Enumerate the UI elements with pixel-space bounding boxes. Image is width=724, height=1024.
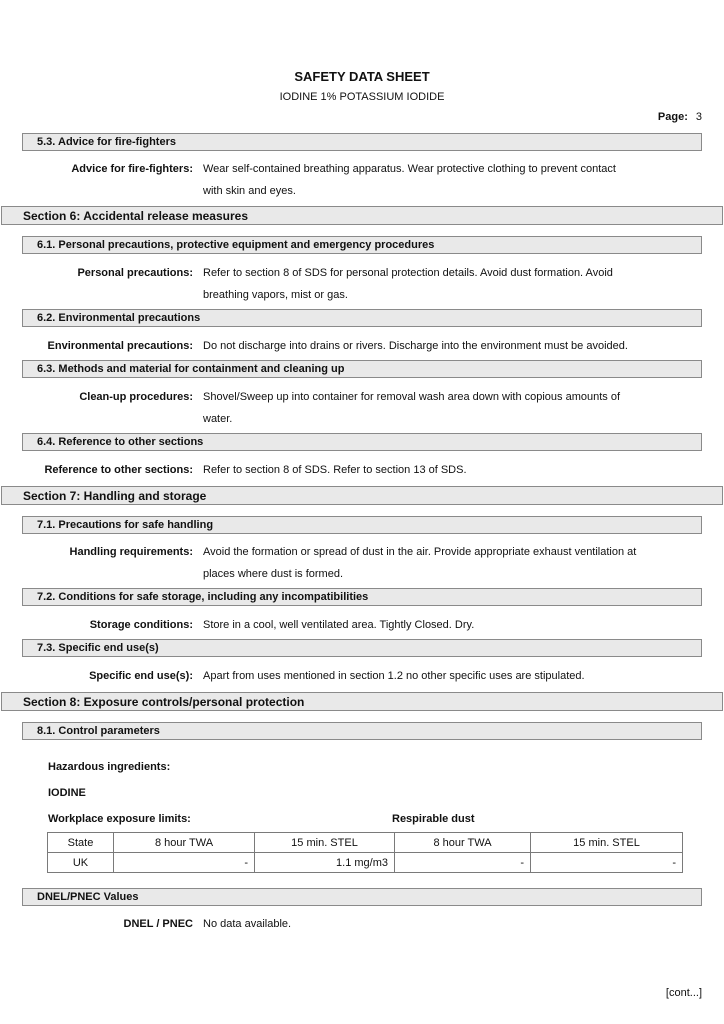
table-cell: UK — [48, 853, 114, 873]
table-cell: 1.1 mg/m3 — [255, 853, 395, 873]
handling-requirements-label: Handling requirements: — [69, 546, 193, 558]
wel-label: Workplace exposure limits: — [48, 813, 191, 825]
subsection-6-2-heading: 6.2. Environmental precautions — [22, 309, 702, 327]
header-cell: 15 min. STEL — [531, 833, 683, 853]
dnel-heading: DNEL/PNEC Values — [22, 888, 702, 906]
environmental-precautions-value: Do not discharge into drains or rivers. Discharge into the environment must be avoided. — [203, 340, 628, 352]
page-label: Page: — [657, 111, 688, 123]
subsection-7-1-heading: 7.1. Precautions for safe handling — [22, 516, 702, 534]
table-cell: - — [114, 853, 255, 873]
reference-value: Refer to section 8 of SDS. Refer to section 13 of SDS. — [203, 464, 467, 476]
page-number: 3 — [695, 111, 702, 123]
subsection-5-3-heading: 5.3. Advice for fire-fighters — [22, 133, 702, 151]
handling-requirements-value: Avoid the formation or spread of dust in the air. Provide appropriate exhaust ventilation at places where dust is formed. — [203, 546, 637, 580]
subsection-6-3-heading: 6.3. Methods and material for containment and cleaning up — [22, 360, 702, 378]
exposure-limits-table — [47, 832, 683, 873]
subsection-6-4-heading: 6.4. Reference to other sections — [22, 433, 702, 451]
reference-label: Reference to other sections: — [44, 464, 193, 476]
specific-end-use-value: Apart from uses mentioned in section 1.2 no other specific uses are stipulated. — [203, 670, 585, 682]
document-title: SAFETY DATA SHEET — [294, 69, 430, 84]
section-7-heading: Section 7: Handling and storage — [1, 486, 723, 505]
specific-end-use-label: Specific end use(s): — [89, 670, 193, 682]
fire-fighters-label: Advice for fire-fighters: — [71, 163, 193, 175]
subsection-7-2-heading: 7.2. Conditions for safe storage, including any incompatibilities — [22, 588, 702, 606]
table-cell: - — [395, 853, 531, 873]
table-header-row — [48, 833, 683, 853]
personal-precautions-value: Refer to section 8 of SDS for personal protection details. Avoid dust formation. Avoid breathing vapors, mist or gas. — [203, 267, 613, 301]
ingredient-name: IODINE — [48, 787, 86, 799]
dnel-label: DNEL / PNEC — [123, 918, 193, 930]
product-name: IODINE 1% POTASSIUM IODIDE — [279, 91, 445, 103]
hazardous-ingredients-label: Hazardous ingredients: — [48, 761, 171, 773]
dnel-value: No data available. — [203, 918, 292, 930]
respirable-dust-label: Respirable dust — [392, 813, 475, 825]
page-indicator — [658, 111, 702, 123]
table-row — [48, 853, 683, 873]
table-cell: - — [531, 853, 683, 873]
subsection-6-1-heading: 6.1. Personal precautions, protective equipment and emergency procedures — [22, 236, 702, 254]
subsection-8-1-heading: 8.1. Control parameters — [22, 722, 702, 740]
header-cell: 8 hour TWA — [114, 833, 255, 853]
header-cell: 15 min. STEL — [255, 833, 395, 853]
header-cell: 8 hour TWA — [395, 833, 531, 853]
section-6-heading: Section 6: Accidental release measures — [1, 206, 723, 225]
header-cell: State — [48, 833, 114, 853]
continued-marker: [cont...] — [665, 987, 702, 999]
section-8-heading: Section 8: Exposure controls/personal protection — [1, 692, 723, 711]
storage-conditions-label: Storage conditions: — [89, 619, 193, 631]
fire-fighters-value: Wear self-contained breathing apparatus. Wear protective clothing to prevent contact with skin and eyes. — [203, 163, 616, 197]
personal-precautions-label: Personal precautions: — [77, 267, 193, 279]
environmental-precautions-label: Environmental precautions: — [47, 340, 193, 352]
storage-conditions-value: Store in a cool, well ventilated area. Tightly Closed. Dry. — [203, 619, 475, 631]
subsection-7-3-heading: 7.3. Specific end use(s) — [22, 639, 702, 657]
clean-up-value: Shovel/Sweep up into container for removal wash area down with copious amounts of water. — [203, 391, 621, 425]
clean-up-label: Clean-up procedures: — [79, 391, 193, 403]
